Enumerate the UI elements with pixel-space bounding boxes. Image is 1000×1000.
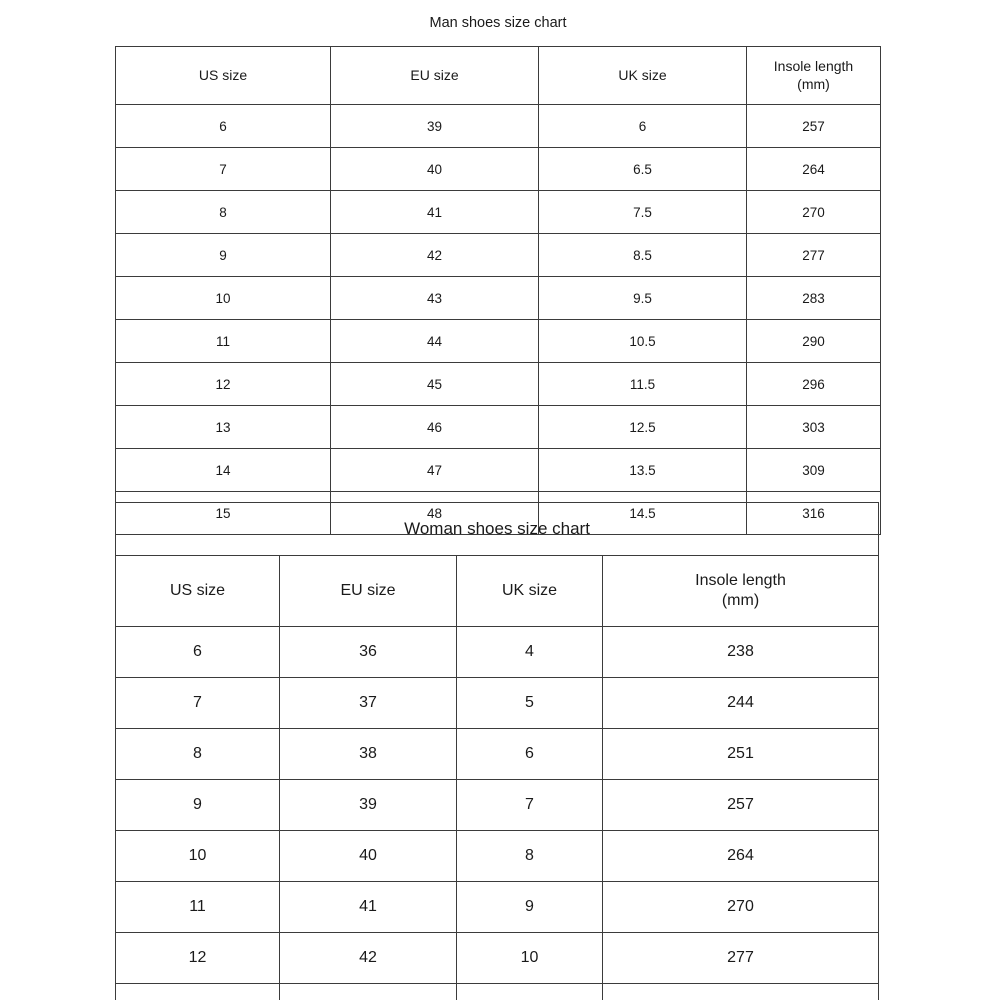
- woman-cell-us: 11: [116, 882, 280, 933]
- woman-cell-eu: 36: [280, 627, 457, 678]
- man-cell-insole: 264: [747, 148, 881, 191]
- man-header-insole-unit: (mm): [797, 75, 830, 92]
- man-cell-eu: 46: [331, 406, 539, 449]
- table-row: [116, 406, 881, 449]
- table-row: [116, 780, 879, 831]
- woman-header-insole-unit: (mm): [721, 592, 760, 609]
- man-cell-uk: 7.5: [539, 191, 747, 234]
- man-cell-insole: 277: [747, 234, 881, 277]
- woman-cell-insole: 251: [603, 729, 879, 780]
- man-cell-uk: 9.5: [539, 277, 747, 320]
- man-chart-title-row: [116, 0, 881, 47]
- man-cell-eu: 39: [331, 105, 539, 148]
- woman-cell-uk: 9: [457, 882, 603, 933]
- table-row: [116, 234, 881, 277]
- man-cell-uk: 12.5: [539, 406, 747, 449]
- woman-cell-uk: 6: [457, 729, 603, 780]
- man-cell-eu: 47: [331, 449, 539, 492]
- man-cell-insole: 257: [747, 105, 881, 148]
- man-cell-eu: 40: [331, 148, 539, 191]
- man-cell-us: 13: [116, 406, 331, 449]
- table-row: [116, 148, 881, 191]
- woman-chart-title-row: [116, 503, 879, 556]
- woman-cell-us: [116, 984, 280, 1000]
- woman-cell-uk: 7: [457, 780, 603, 831]
- man-cell-eu: 41: [331, 191, 539, 234]
- woman-chart-title: Woman shoes size chart: [116, 503, 879, 556]
- man-cell-eu: 43: [331, 277, 539, 320]
- man-cell-insole: 283: [747, 277, 881, 320]
- man-header-us: US size: [116, 47, 331, 105]
- woman-cell-us: 10: [116, 831, 280, 882]
- man-cell-us: 9: [116, 234, 331, 277]
- woman-cell-us: 7: [116, 678, 280, 729]
- man-header-uk: UK size: [539, 47, 747, 105]
- woman-header-uk: UK size: [457, 556, 603, 627]
- man-cell-eu: 48: [331, 492, 539, 535]
- man-cell-insole: 309: [747, 449, 881, 492]
- man-cell-uk: 6: [539, 105, 747, 148]
- woman-header-row: [116, 556, 879, 627]
- man-cell-us: 7: [116, 148, 331, 191]
- table-row: [116, 449, 881, 492]
- man-cell-us: 8: [116, 191, 331, 234]
- woman-cell-eu: 42: [280, 933, 457, 984]
- table-row: [116, 277, 881, 320]
- woman-cell-insole: [603, 984, 879, 1000]
- table-row: [116, 933, 879, 984]
- table-row: [116, 984, 879, 1000]
- woman-size-chart: [115, 502, 878, 1000]
- woman-size-table: [115, 502, 879, 1000]
- woman-cell-eu: [280, 984, 457, 1000]
- man-cell-uk: 14.5: [539, 492, 747, 535]
- man-cell-insole: 290: [747, 320, 881, 363]
- woman-cell-uk: 4: [457, 627, 603, 678]
- woman-header-insole: [603, 556, 879, 627]
- woman-cell-uk: 5: [457, 678, 603, 729]
- table-row: [116, 363, 881, 406]
- man-cell-insole: 270: [747, 191, 881, 234]
- woman-cell-uk: 8: [457, 831, 603, 882]
- man-cell-uk: 10.5: [539, 320, 747, 363]
- woman-cell-us: 9: [116, 780, 280, 831]
- table-row: [116, 320, 881, 363]
- man-cell-eu: 44: [331, 320, 539, 363]
- man-cell-eu: 45: [331, 363, 539, 406]
- man-cell-us: 15: [116, 492, 331, 535]
- woman-cell-insole: 238: [603, 627, 879, 678]
- table-row: [116, 831, 879, 882]
- table-row: [116, 191, 881, 234]
- table-row: [116, 729, 879, 780]
- table-row: [116, 678, 879, 729]
- man-chart-title: Man shoes size chart: [116, 0, 881, 47]
- woman-header-eu: EU size: [280, 556, 457, 627]
- table-row: [116, 627, 879, 678]
- woman-cell-us: 6: [116, 627, 280, 678]
- woman-cell-uk: 10: [457, 933, 603, 984]
- man-cell-uk: 8.5: [539, 234, 747, 277]
- woman-cell-insole: 277: [603, 933, 879, 984]
- woman-header-insole-label: Insole length: [695, 572, 786, 589]
- woman-cell-eu: 39: [280, 780, 457, 831]
- table-row: [116, 105, 881, 148]
- woman-cell-eu: 41: [280, 882, 457, 933]
- man-cell-uk: 13.5: [539, 449, 747, 492]
- man-header-row: [116, 47, 881, 105]
- woman-cell-eu: 37: [280, 678, 457, 729]
- woman-cell-insole: 270: [603, 882, 879, 933]
- man-cell-us: 11: [116, 320, 331, 363]
- table-row: [116, 882, 879, 933]
- woman-cell-insole: 257: [603, 780, 879, 831]
- man-size-chart: [115, 0, 880, 535]
- man-cell-eu: 42: [331, 234, 539, 277]
- man-cell-uk: 11.5: [539, 363, 747, 406]
- man-header-eu: EU size: [331, 47, 539, 105]
- man-cell-insole: 316: [747, 492, 881, 535]
- man-cell-us: 12: [116, 363, 331, 406]
- man-cell-us: 14: [116, 449, 331, 492]
- woman-cell-us: 8: [116, 729, 280, 780]
- man-cell-uk: 6.5: [539, 148, 747, 191]
- man-header-insole-label: Insole length: [773, 58, 854, 74]
- woman-cell-insole: 264: [603, 831, 879, 882]
- man-cell-insole: 296: [747, 363, 881, 406]
- woman-cell-eu: 40: [280, 831, 457, 882]
- man-cell-insole: 303: [747, 406, 881, 449]
- woman-cell-insole: 244: [603, 678, 879, 729]
- woman-cell-eu: 38: [280, 729, 457, 780]
- woman-cell-us: 12: [116, 933, 280, 984]
- woman-cell-uk: [457, 984, 603, 1000]
- man-cell-us: 6: [116, 105, 331, 148]
- man-size-table: [115, 0, 881, 535]
- woman-header-us: US size: [116, 556, 280, 627]
- man-cell-us: 10: [116, 277, 331, 320]
- man-header-insole: [747, 47, 881, 105]
